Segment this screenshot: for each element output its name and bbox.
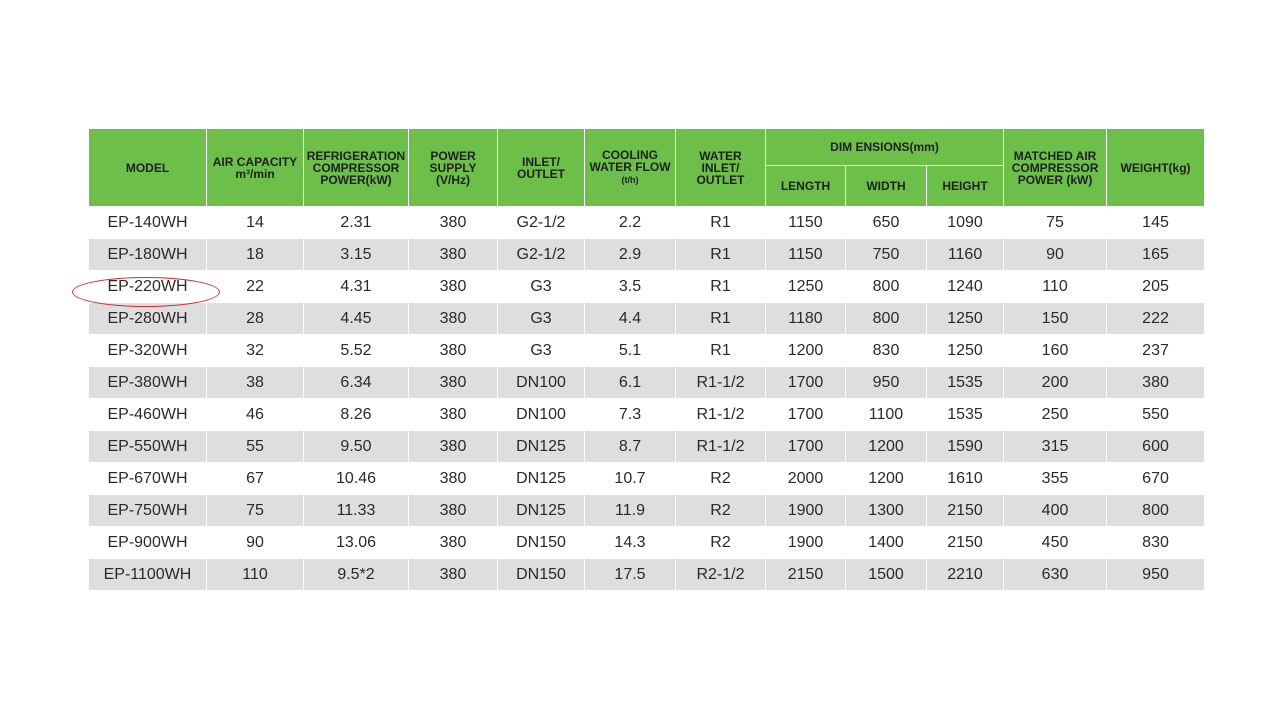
table-row <box>89 207 1205 239</box>
cell-cooling-water-flow: 4.4 <box>585 303 676 335</box>
cell-power-supply: 380 <box>409 303 498 335</box>
cell-model: EP-1100WH <box>89 559 207 591</box>
cell-matched-air-power: 400 <box>1004 495 1107 527</box>
cell-refrigeration-power: 13.06 <box>304 527 409 559</box>
cell-height: 1240 <box>927 271 1004 303</box>
cell-length: 1900 <box>766 495 846 527</box>
cell-air-capacity: 32 <box>207 335 304 367</box>
cell-width: 1100 <box>846 399 927 431</box>
cell-weight: 145 <box>1107 207 1205 239</box>
table-row <box>89 527 1205 559</box>
cell-weight: 165 <box>1107 239 1205 271</box>
table-row <box>89 239 1205 271</box>
cell-power-supply: 380 <box>409 431 498 463</box>
cell-height: 1590 <box>927 431 1004 463</box>
cell-weight: 600 <box>1107 431 1205 463</box>
cell-refrigeration-power: 3.15 <box>304 239 409 271</box>
header-power-supply: POWER SUPPLY (V/Hz) <box>409 129 498 207</box>
cell-model: EP-280WH <box>89 303 207 335</box>
cell-inlet-outlet: DN125 <box>498 463 585 495</box>
cell-matched-air-power: 75 <box>1004 207 1107 239</box>
header-weight: WEIGHT(kg) <box>1107 129 1205 207</box>
cell-water-inlet-outlet: R1 <box>676 239 766 271</box>
cell-width: 1500 <box>846 559 927 591</box>
cell-cooling-water-flow: 10.7 <box>585 463 676 495</box>
header-length: LENGTH <box>766 166 846 207</box>
cell-water-inlet-outlet: R1-1/2 <box>676 367 766 399</box>
cell-height: 1090 <box>927 207 1004 239</box>
cell-cooling-water-flow: 5.1 <box>585 335 676 367</box>
cell-model: EP-180WH <box>89 239 207 271</box>
cell-matched-air-power: 110 <box>1004 271 1107 303</box>
cell-weight: 830 <box>1107 527 1205 559</box>
cell-water-inlet-outlet: R1 <box>676 271 766 303</box>
cell-weight: 237 <box>1107 335 1205 367</box>
cell-inlet-outlet: G3 <box>498 335 585 367</box>
cell-width: 1200 <box>846 463 927 495</box>
cell-power-supply: 380 <box>409 335 498 367</box>
cell-air-capacity: 90 <box>207 527 304 559</box>
table-row <box>89 559 1205 591</box>
header-width: WIDTH <box>846 166 927 207</box>
cell-width: 750 <box>846 239 927 271</box>
cell-weight: 550 <box>1107 399 1205 431</box>
cell-weight: 800 <box>1107 495 1205 527</box>
cell-length: 1180 <box>766 303 846 335</box>
cell-width: 800 <box>846 303 927 335</box>
cell-height: 1160 <box>927 239 1004 271</box>
cell-power-supply: 380 <box>409 239 498 271</box>
cell-inlet-outlet: DN125 <box>498 431 585 463</box>
cell-matched-air-power: 315 <box>1004 431 1107 463</box>
header-air-capacity: AIR CAPACITY m³/min <box>207 129 304 207</box>
cell-refrigeration-power: 8.26 <box>304 399 409 431</box>
cell-length: 1700 <box>766 367 846 399</box>
cell-air-capacity: 55 <box>207 431 304 463</box>
cell-weight: 222 <box>1107 303 1205 335</box>
header-matched-air-compressor: MATCHED AIR COMPRESSOR POWER (kW) <box>1004 129 1107 207</box>
cell-width: 950 <box>846 367 927 399</box>
header-inlet-outlet: INLET/ OUTLET <box>498 129 585 207</box>
header-model: MODEL <box>89 129 207 207</box>
cell-length: 1250 <box>766 271 846 303</box>
cell-refrigeration-power: 9.5*2 <box>304 559 409 591</box>
spec-table <box>88 128 1205 590</box>
cell-width: 1400 <box>846 527 927 559</box>
cell-refrigeration-power: 11.33 <box>304 495 409 527</box>
cell-model: EP-900WH <box>89 527 207 559</box>
cell-cooling-water-flow: 17.5 <box>585 559 676 591</box>
cell-length: 1700 <box>766 431 846 463</box>
cell-air-capacity: 38 <box>207 367 304 399</box>
cell-width: 800 <box>846 271 927 303</box>
cell-weight: 205 <box>1107 271 1205 303</box>
cell-inlet-outlet: G2-1/2 <box>498 239 585 271</box>
cell-water-inlet-outlet: R2 <box>676 527 766 559</box>
header-dimensions: DIM ENSIONS(mm) <box>766 129 1004 166</box>
cell-refrigeration-power: 9.50 <box>304 431 409 463</box>
cell-inlet-outlet: DN150 <box>498 527 585 559</box>
cell-matched-air-power: 90 <box>1004 239 1107 271</box>
cell-power-supply: 380 <box>409 207 498 239</box>
header-height: HEIGHT <box>927 166 1004 207</box>
cell-air-capacity: 67 <box>207 463 304 495</box>
cell-air-capacity: 110 <box>207 559 304 591</box>
cell-length: 1150 <box>766 207 846 239</box>
cell-power-supply: 380 <box>409 271 498 303</box>
cell-cooling-water-flow: 7.3 <box>585 399 676 431</box>
cell-height: 2150 <box>927 527 1004 559</box>
cell-width: 830 <box>846 335 927 367</box>
cell-model: EP-380WH <box>89 367 207 399</box>
table-body <box>89 207 1205 591</box>
cell-height: 1250 <box>927 303 1004 335</box>
cell-refrigeration-power: 4.31 <box>304 271 409 303</box>
cell-matched-air-power: 630 <box>1004 559 1107 591</box>
cell-water-inlet-outlet: R1-1/2 <box>676 399 766 431</box>
cell-inlet-outlet: G2-1/2 <box>498 207 585 239</box>
cell-model: EP-140WH <box>89 207 207 239</box>
cell-height: 1250 <box>927 335 1004 367</box>
cell-model: EP-320WH <box>89 335 207 367</box>
cell-cooling-water-flow: 11.9 <box>585 495 676 527</box>
cell-water-inlet-outlet: R2 <box>676 463 766 495</box>
cell-height: 1535 <box>927 399 1004 431</box>
cell-inlet-outlet: DN100 <box>498 367 585 399</box>
cell-inlet-outlet: DN125 <box>498 495 585 527</box>
table-row <box>89 271 1205 303</box>
header-refrigeration-power: REFRIGERATION COMPRESSOR POWER(kW) <box>304 129 409 207</box>
cell-width: 1300 <box>846 495 927 527</box>
cell-refrigeration-power: 4.45 <box>304 303 409 335</box>
cell-cooling-water-flow: 6.1 <box>585 367 676 399</box>
cell-length: 1700 <box>766 399 846 431</box>
cell-water-inlet-outlet: R1 <box>676 335 766 367</box>
cell-water-inlet-outlet: R2-1/2 <box>676 559 766 591</box>
cell-power-supply: 380 <box>409 559 498 591</box>
cell-length: 1900 <box>766 527 846 559</box>
cell-model: EP-670WH <box>89 463 207 495</box>
cell-width: 650 <box>846 207 927 239</box>
cell-refrigeration-power: 5.52 <box>304 335 409 367</box>
cell-matched-air-power: 150 <box>1004 303 1107 335</box>
cell-inlet-outlet: G3 <box>498 271 585 303</box>
cell-cooling-water-flow: 2.2 <box>585 207 676 239</box>
cell-model: EP-750WH <box>89 495 207 527</box>
cell-height: 2210 <box>927 559 1004 591</box>
cell-length: 1200 <box>766 335 846 367</box>
cell-air-capacity: 28 <box>207 303 304 335</box>
cell-cooling-water-flow: 2.9 <box>585 239 676 271</box>
cell-air-capacity: 22 <box>207 271 304 303</box>
cell-model: EP-460WH <box>89 399 207 431</box>
cell-air-capacity: 75 <box>207 495 304 527</box>
cell-water-inlet-outlet: R1-1/2 <box>676 431 766 463</box>
cell-air-capacity: 18 <box>207 239 304 271</box>
cell-width: 1200 <box>846 431 927 463</box>
header-cooling-water-flow: COOLING WATER FLOW (t/h) <box>585 129 676 207</box>
cell-water-inlet-outlet: R1 <box>676 303 766 335</box>
cell-model: EP-220WH <box>89 271 207 303</box>
cell-matched-air-power: 355 <box>1004 463 1107 495</box>
table-row <box>89 463 1205 495</box>
cell-inlet-outlet: DN150 <box>498 559 585 591</box>
cell-power-supply: 380 <box>409 367 498 399</box>
cell-refrigeration-power: 2.31 <box>304 207 409 239</box>
table-row <box>89 367 1205 399</box>
cell-weight: 380 <box>1107 367 1205 399</box>
cell-length: 1150 <box>766 239 846 271</box>
table-row <box>89 399 1205 431</box>
cell-length: 2000 <box>766 463 846 495</box>
cell-matched-air-power: 200 <box>1004 367 1107 399</box>
header-water-inlet-outlet: WATER INLET/ OUTLET <box>676 129 766 207</box>
cell-inlet-outlet: G3 <box>498 303 585 335</box>
cell-matched-air-power: 160 <box>1004 335 1107 367</box>
cell-model: EP-550WH <box>89 431 207 463</box>
table-row <box>89 431 1205 463</box>
cell-water-inlet-outlet: R1 <box>676 207 766 239</box>
cell-water-inlet-outlet: R2 <box>676 495 766 527</box>
cell-air-capacity: 14 <box>207 207 304 239</box>
cell-cooling-water-flow: 14.3 <box>585 527 676 559</box>
cell-power-supply: 380 <box>409 495 498 527</box>
cell-power-supply: 380 <box>409 463 498 495</box>
cell-power-supply: 380 <box>409 399 498 431</box>
cell-height: 2150 <box>927 495 1004 527</box>
table-header <box>89 129 1205 207</box>
table-row <box>89 495 1205 527</box>
cell-inlet-outlet: DN100 <box>498 399 585 431</box>
cell-height: 1610 <box>927 463 1004 495</box>
cell-air-capacity: 46 <box>207 399 304 431</box>
cell-matched-air-power: 450 <box>1004 527 1107 559</box>
cell-weight: 670 <box>1107 463 1205 495</box>
table-row <box>89 335 1205 367</box>
cell-cooling-water-flow: 3.5 <box>585 271 676 303</box>
cell-weight: 950 <box>1107 559 1205 591</box>
cell-length: 2150 <box>766 559 846 591</box>
cell-matched-air-power: 250 <box>1004 399 1107 431</box>
cell-height: 1535 <box>927 367 1004 399</box>
cell-power-supply: 380 <box>409 527 498 559</box>
cell-refrigeration-power: 10.46 <box>304 463 409 495</box>
cell-refrigeration-power: 6.34 <box>304 367 409 399</box>
cell-cooling-water-flow: 8.7 <box>585 431 676 463</box>
table-row <box>89 303 1205 335</box>
